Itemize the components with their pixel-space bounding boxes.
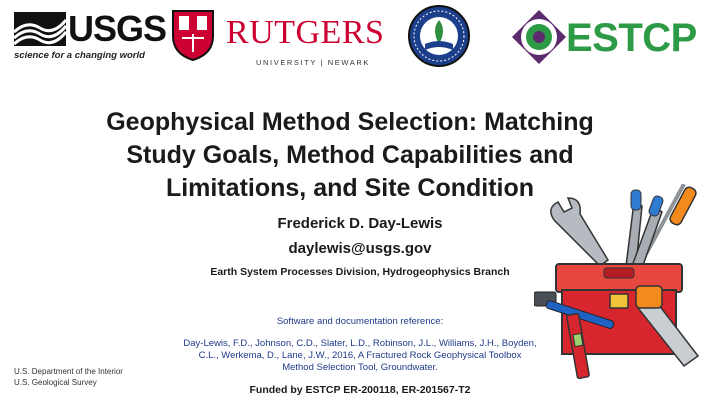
usgs-wordmark: USGS <box>68 8 167 49</box>
software-reference-heading: Software and documentation reference: <box>276 316 444 327</box>
citation-line-2: C.L., Werkema, D., Lane, J.W., 2016, A Fractured Rock Geophysical Toolbox <box>198 350 522 361</box>
rutgers-logo <box>170 8 385 70</box>
estcp-seal-icon <box>510 8 568 66</box>
author-email[interactable]: daylewis@usgs.gov <box>288 240 432 257</box>
title-line-2: Study Goals, Method Capabilities and <box>126 141 574 169</box>
usgs-line: U.S. Geological Survey <box>14 377 97 387</box>
funding-statement: Funded by ESTCP ER-200118, ER-201567-T2 <box>249 384 471 396</box>
citation-line-3: Method Selection Tool, Groundwater. <box>282 362 438 373</box>
toolbox-illustration <box>534 184 714 384</box>
usgs-wave-icon <box>14 12 66 46</box>
division-name: Earth System Processes Division, Hydrogeophysics Branch <box>210 266 510 278</box>
citation <box>160 338 560 374</box>
epa-seal-icon <box>407 4 471 68</box>
estcp-wordmark: ESTCP <box>566 16 697 60</box>
title-line-3: Limitations, and Site Condition <box>165 174 535 202</box>
estcp-logo <box>510 8 716 68</box>
doi-line: U.S. Department of the Interior <box>14 367 123 376</box>
doi-usgs-footer <box>14 367 123 388</box>
usgs-logo <box>14 8 167 68</box>
title-line-1: Geophysical Method Selection: Matching <box>106 108 594 136</box>
citation-line-1: Day-Lewis, F.D., Johnson, C.D., Slater, L.D., Robinson, J.L., Williams, J.H., Boyden, <box>183 338 537 349</box>
rutgers-subtitle: UNIVERSITY | NEWARK <box>256 58 371 67</box>
author-name: Frederick D. Day-Lewis <box>277 215 443 232</box>
wrench-icon <box>551 198 608 266</box>
usgs-tagline: science for a changing world <box>14 50 145 61</box>
rutgers-wordmark: RUTGERS <box>226 14 385 51</box>
rutgers-shield-icon <box>170 8 216 62</box>
